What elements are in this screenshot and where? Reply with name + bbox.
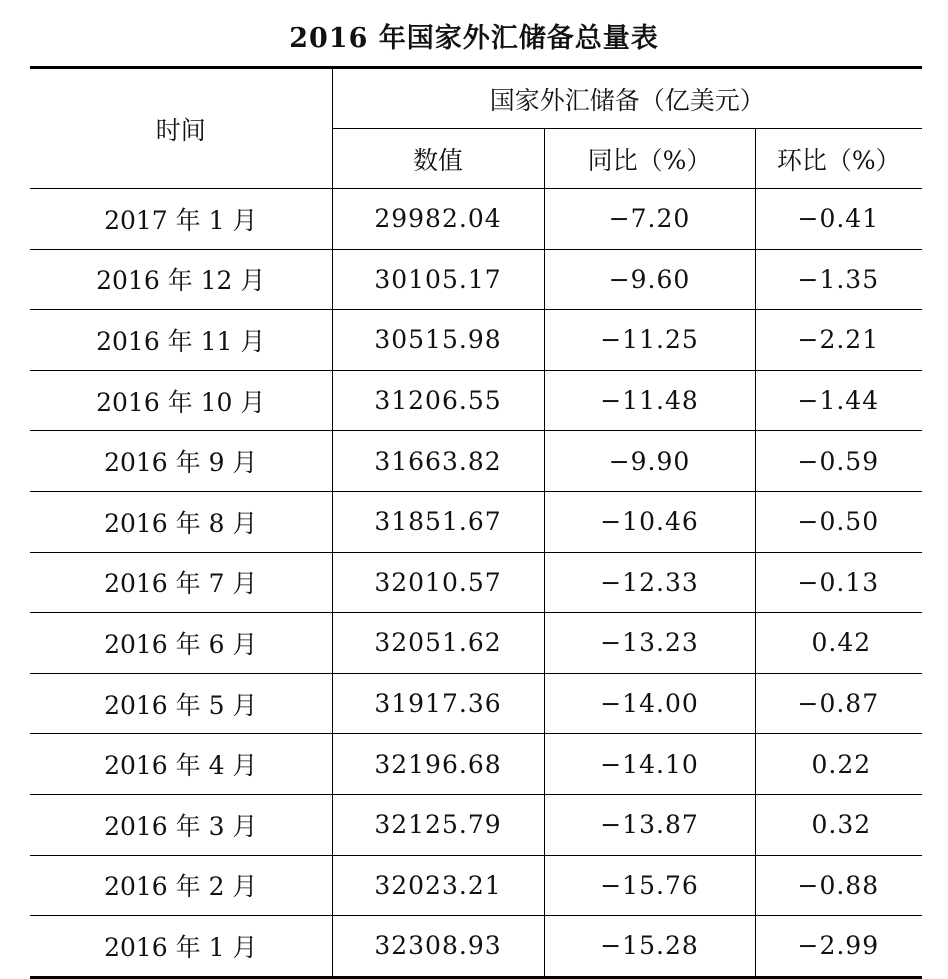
cell-value: 32010.57 [332,552,544,613]
cell-value: 32023.21 [332,855,544,916]
cell-value: 32125.79 [332,794,544,855]
cell-mom: 0.42 [755,613,922,674]
cell-value: 29982.04 [332,189,544,250]
forex-reserve-table [30,66,922,979]
cell-yoy: −15.28 [544,916,755,978]
cell-time: 2016 年 2 月 [30,855,332,916]
cell-time: 2016 年 9 月 [30,431,332,492]
cell-time: 2017 年 1 月 [30,189,332,250]
cell-mom: −1.35 [755,249,922,310]
cell-mom: −0.87 [755,673,922,734]
cell-mom: −2.99 [755,916,922,978]
table-row [30,431,922,492]
cell-mom: 0.22 [755,734,922,795]
cell-time: 2016 年 5 月 [30,673,332,734]
cell-yoy: −9.60 [544,249,755,310]
header-yoy: 同比（%） [544,129,755,189]
cell-time: 2016 年 8 月 [30,491,332,552]
cell-yoy: −12.33 [544,552,755,613]
cell-yoy: −13.23 [544,613,755,674]
cell-time: 2016 年 3 月 [30,794,332,855]
table-row [30,613,922,674]
table-row [30,855,922,916]
cell-time: 2016 年 4 月 [30,734,332,795]
table-body [30,189,922,978]
header-group: 国家外汇储备（亿美元） [332,68,922,129]
cell-yoy: −9.90 [544,431,755,492]
table-header [30,68,922,189]
cell-yoy: −13.87 [544,794,755,855]
cell-yoy: −11.25 [544,310,755,371]
table-row [30,249,922,310]
table-row [30,673,922,734]
cell-value: 31917.36 [332,673,544,734]
table-row [30,734,922,795]
cell-yoy: −10.46 [544,491,755,552]
cell-value: 32308.93 [332,916,544,978]
cell-time: 2016 年 6 月 [30,613,332,674]
table-row [30,189,922,250]
cell-value: 32196.68 [332,734,544,795]
cell-yoy: −14.10 [544,734,755,795]
cell-yoy: −11.48 [544,370,755,431]
cell-value: 31851.67 [332,491,544,552]
cell-yoy: −15.76 [544,855,755,916]
cell-mom: −0.41 [755,189,922,250]
cell-time: 2016 年 11 月 [30,310,332,371]
header-value: 数值 [332,129,544,189]
cell-time: 2016 年 1 月 [30,916,332,978]
cell-value: 30105.17 [332,249,544,310]
table-row [30,916,922,978]
cell-mom: 0.32 [755,794,922,855]
cell-value: 31206.55 [332,370,544,431]
cell-mom: −2.21 [755,310,922,371]
cell-yoy: −7.20 [544,189,755,250]
cell-value: 32051.62 [332,613,544,674]
table-row [30,794,922,855]
table-row [30,491,922,552]
table-row [30,310,922,371]
cell-mom: −0.13 [755,552,922,613]
cell-time: 2016 年 12 月 [30,249,332,310]
cell-value: 31663.82 [332,431,544,492]
table-title: 2016 年国家外汇储备总量表 [289,23,659,54]
cell-mom: −1.44 [755,370,922,431]
cell-time: 2016 年 7 月 [30,552,332,613]
header-time: 时间 [155,115,206,145]
header-mom: 环比（%） [755,129,922,189]
cell-mom: −0.50 [755,491,922,552]
cell-yoy: −14.00 [544,673,755,734]
table-row [30,370,922,431]
cell-value: 30515.98 [332,310,544,371]
cell-mom: −0.59 [755,431,922,492]
table-row [30,552,922,613]
cell-time: 2016 年 10 月 [30,370,332,431]
cell-mom: −0.88 [755,855,922,916]
